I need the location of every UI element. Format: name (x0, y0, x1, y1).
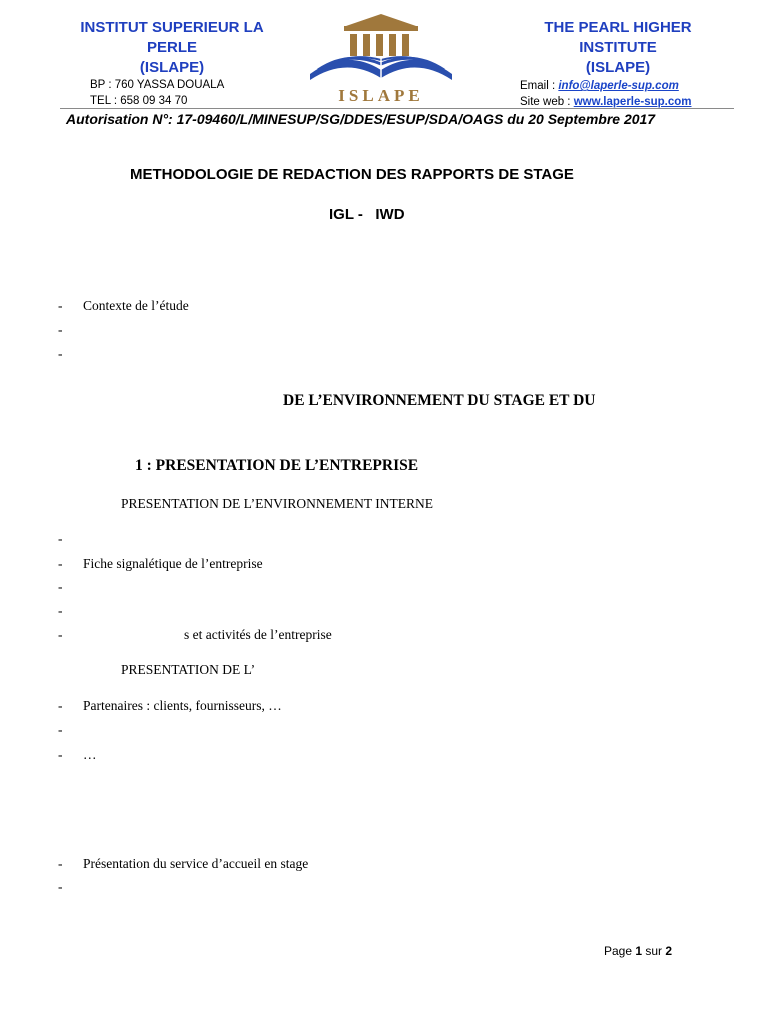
website-label: Site web : (520, 96, 574, 108)
email-line (520, 79, 679, 93)
website-line (520, 95, 692, 109)
bullet-dash: - (58, 531, 63, 546)
list-item: s et activités de l’entreprise (184, 627, 332, 642)
phone-clip (90, 93, 250, 106)
institute-name-fr (60, 18, 284, 78)
institute-name-fr-line-2: PERLE (146, 39, 197, 56)
external-environment-heading: PRESENTATION DE L’ (121, 662, 256, 677)
website-link[interactable]: www.laperle-sup.com (573, 96, 692, 108)
bullet-dash: - (58, 579, 63, 594)
page-total: 2 (665, 944, 673, 958)
chapter-heading: 1 : PRESENTATION DE L’ENTREPRISE (135, 457, 419, 474)
institute-name-en-line-2: INSTITUTE (579, 39, 657, 56)
page-number (604, 944, 672, 958)
list-item: Présentation du service d’accueil en stage (83, 856, 309, 871)
bullet-dash: - (58, 856, 63, 871)
email-label: Email : (520, 80, 559, 92)
list-item: Contexte de l’étude (83, 298, 189, 313)
institute-name-fr-line-3: (ISLAPE) (139, 59, 205, 76)
bullet-dash: - (58, 298, 63, 313)
phone-number: TEL : 658 09 34 70 (90, 95, 188, 106)
document-title: METHODOLOGIE DE REDACTION DES RAPPORTS DE STAGE (130, 166, 574, 183)
list-item: Partenaires : clients, fournisseurs, … (83, 698, 282, 713)
bullet-dash: - (58, 556, 63, 571)
page-current: 1 (635, 944, 643, 958)
list-item: Fiche signalétique de l’entreprise (83, 556, 263, 571)
list-item: … (83, 747, 97, 762)
institute-name-en (508, 18, 728, 78)
header-divider (60, 108, 734, 109)
bullet-dash: - (58, 627, 63, 642)
document-subtitle: IGL - IWD (329, 206, 405, 223)
bullet-dash: - (58, 698, 63, 713)
postal-box: BP : 760 YASSA DOUALA (90, 79, 225, 91)
bullet-dash: - (58, 603, 63, 618)
bullet-dash: - (58, 346, 63, 361)
logo-wordmark: ISLAPE (338, 86, 424, 105)
institute-name-en-line-1: THE PEARL HIGHER (544, 19, 692, 36)
islape-logo (306, 12, 456, 108)
bullet-dash: - (58, 747, 63, 762)
internal-environment-heading: PRESENTATION DE L’ENVIRONNEMENT INTERNE (121, 496, 434, 511)
institute-name-fr-line-1: INSTITUT SUPERIEUR LA (80, 19, 264, 36)
institute-name-en-line-3: (ISLAPE) (585, 59, 651, 76)
bullet-dash: - (58, 322, 63, 337)
part-heading: DE L’ENVIRONNEMENT DU STAGE ET DU (283, 392, 596, 409)
logo-emblem (306, 12, 456, 92)
bullet-dash: - (58, 879, 63, 894)
bullet-dash: - (58, 722, 63, 737)
page-separator: sur (642, 944, 666, 958)
email-link[interactable]: info@laperle-sup.com (558, 80, 679, 92)
authorisation-number: Autorisation N°: 17-09460/L/MINESUP/SG/DDES/ESUP/SDA/OAGS du 20 Septembre 2017 (66, 111, 656, 127)
page-word: Page (604, 944, 636, 958)
